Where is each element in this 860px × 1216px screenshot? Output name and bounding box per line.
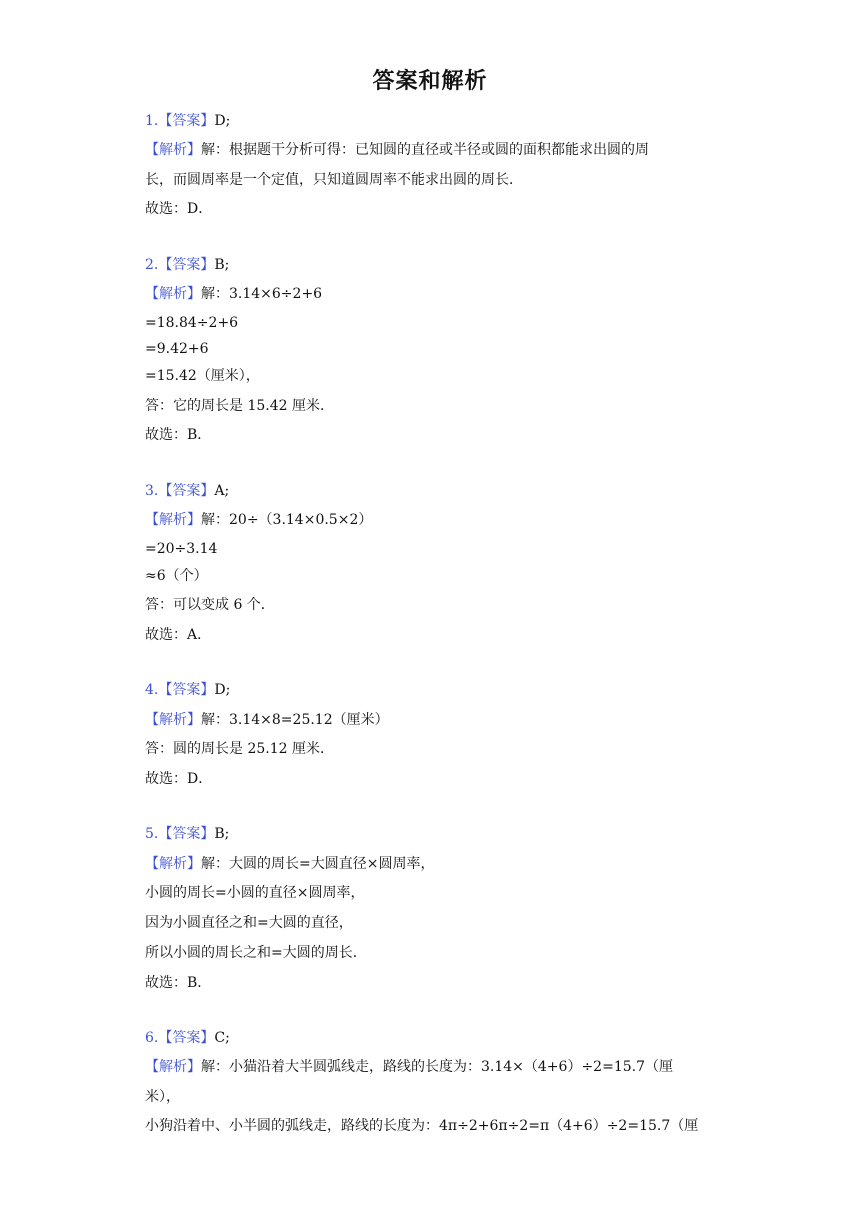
question-number: 5. (145, 826, 159, 842)
analysis-line: 长，而圆周率是一个定值，只知道圆周率不能求出圆的周长． (145, 172, 523, 188)
page-title: 答案和解析 (372, 69, 488, 94)
analysis-line: 米）， (145, 1089, 180, 1105)
answer-tag: 【答案】 (158, 682, 215, 698)
analysis-line: 答：圆的周长是 25.12 厘米． (145, 741, 334, 757)
analysis-line (145, 1058, 705, 1076)
answer-tag: 【答案】 (158, 483, 215, 499)
answer-value: D; (214, 682, 231, 698)
answer-value: B; (214, 257, 230, 273)
question-number: 1. (145, 113, 159, 129)
analysis-tag: 【解析】 (145, 1059, 201, 1075)
analysis-text: 解：20÷（3.14×0.5×2） (201, 512, 373, 528)
analysis-line: 所以小圆的周长之和=大圆的周长． (145, 945, 367, 961)
analysis-line (145, 855, 705, 873)
analysis-line: 小圆的周长=小圆的直径×圆周率， (145, 885, 365, 901)
analysis-line: 答：它的周长是 15.42 厘米． (145, 398, 334, 414)
analysis-line: 答：可以变成 6 个． (145, 597, 275, 613)
answer-line-q2 (145, 256, 705, 274)
analysis-text: 解：小猫沿着大半圆弧线走，路线的长度为：3.14×（4+6）÷2=15.7（厘 (201, 1059, 673, 1075)
analysis-line (145, 511, 705, 529)
answer-value: A; (214, 483, 230, 499)
analysis-line (145, 285, 705, 303)
answer-line-q1 (145, 112, 705, 130)
analysis-line: =15.42（厘米）， (145, 368, 260, 384)
analysis-tag: 【解析】 (145, 712, 201, 728)
question-number: 2. (145, 257, 159, 273)
answer-tag: 【答案】 (158, 257, 215, 273)
analysis-line: =9.42+6 (145, 341, 209, 357)
analysis-line: 小狗沿着中、小半圆的弧线走，路线的长度为：4π÷2+6π÷2=π（4+6）÷2=15.7（厘 (145, 1118, 699, 1134)
analysis-line (145, 141, 705, 159)
analysis-line: 故选：B． (145, 975, 212, 991)
analysis-line: 因为小圆直径之和=大圆的直径， (145, 915, 353, 931)
answer-line-q4 (145, 681, 705, 699)
answer-value: B; (214, 826, 230, 842)
analysis-text: 解：3.14×6÷2+6 (201, 286, 323, 302)
analysis-line: 故选：B． (145, 427, 212, 443)
answer-tag: 【答案】 (158, 113, 215, 129)
answer-line-q5 (145, 825, 705, 843)
analysis-line: 故选：D． (145, 201, 213, 217)
answer-tag: 【答案】 (158, 1030, 215, 1046)
analysis-text: 解：3.14×8=25.12（厘米） (201, 712, 389, 728)
analysis-text: 解：根据题干分析可得：已知圆的直径或半径或圆的面积都能求出圆的周 (201, 142, 649, 158)
answer-tag: 【答案】 (158, 826, 215, 842)
answer-line-q6 (145, 1029, 705, 1047)
question-number: 4. (145, 682, 159, 698)
answer-value: D; (214, 113, 231, 129)
question-number: 6. (145, 1030, 159, 1046)
analysis-line: ≈6（个） (145, 568, 208, 584)
analysis-tag: 【解析】 (145, 512, 201, 528)
analysis-line: 故选：D． (145, 771, 213, 787)
analysis-text: 解：大圆的周长=大圆直径×圆周率， (201, 856, 435, 872)
analysis-tag: 【解析】 (145, 142, 201, 158)
answer-line-q3 (145, 482, 705, 500)
analysis-tag: 【解析】 (145, 856, 201, 872)
analysis-tag: 【解析】 (145, 286, 201, 302)
analysis-line: 故选：A． (145, 627, 212, 643)
analysis-line: =18.84÷2+6 (145, 315, 239, 331)
analysis-line: =20÷3.14 (145, 541, 218, 557)
question-number: 3. (145, 483, 159, 499)
analysis-line (145, 711, 705, 729)
answer-value: C; (214, 1030, 230, 1046)
